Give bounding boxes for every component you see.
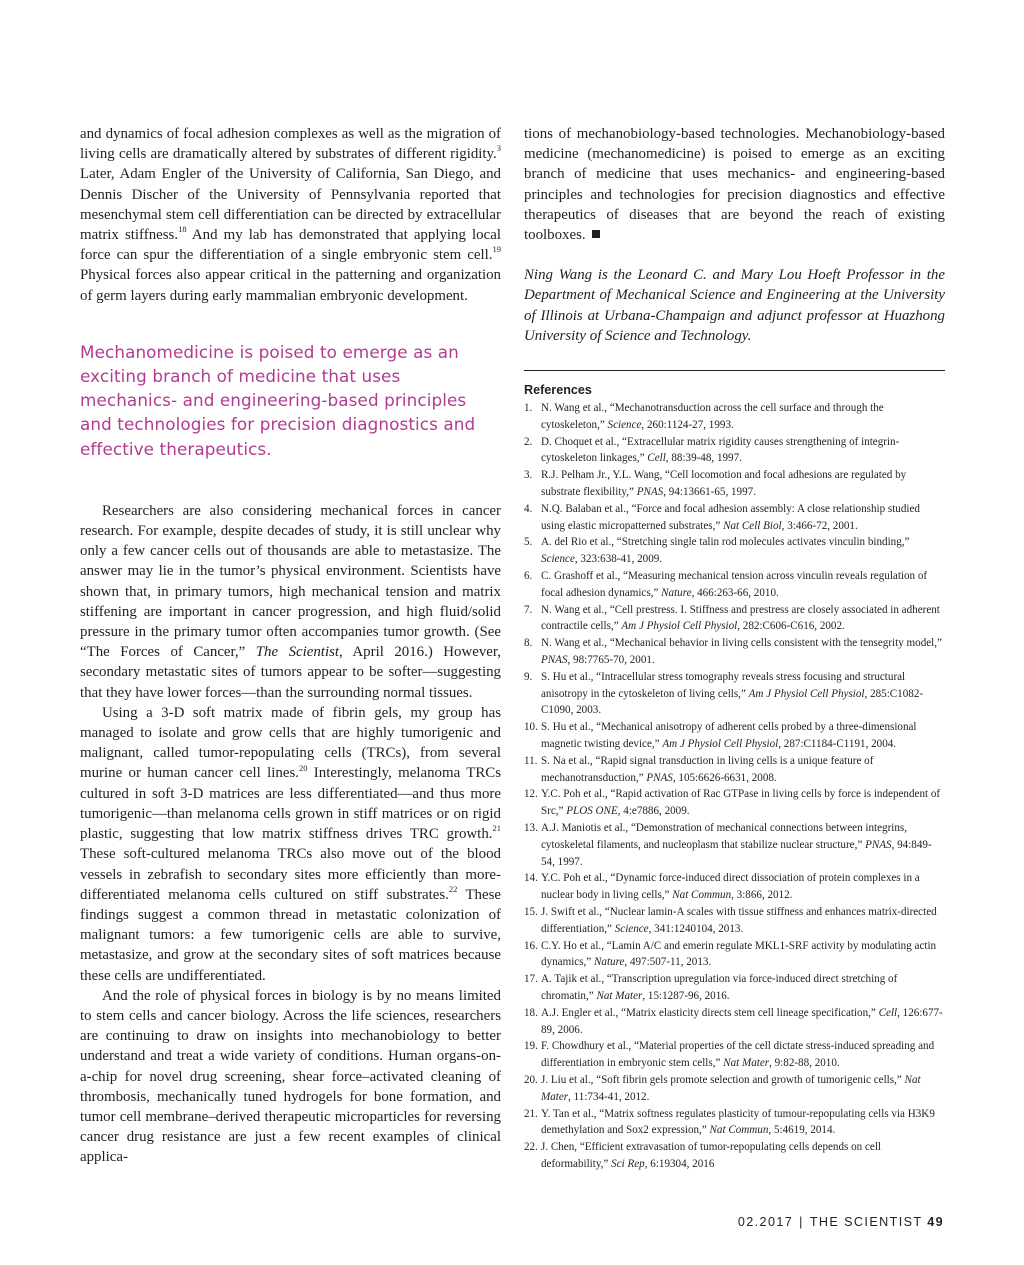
reference-citation: , 9:82-88, 2010. <box>769 1057 840 1070</box>
reference-text: A. del Rio et al., “Stretching single talin rod molecules activates vinculin binding,” <box>541 536 910 549</box>
reference-text: S. Hu et al., “Intracellular stress tomography reveals stress focusing and structural anisotropy in the cytoskeleton of living cells,” <box>541 670 906 700</box>
citation-superscript: 20 <box>298 762 308 773</box>
text-run: Later, Adam Engler of the University of California, San Diego, and Dennis Discher of the University of Pennsylvania reported that mesenchymal stem cell differentiation can be directed by extracellular matrix stiffness. <box>80 166 501 244</box>
reference-item <box>524 1072 945 1106</box>
reference-citation: , 15:1287-96, 2016. <box>642 989 730 1002</box>
reference-item <box>524 669 945 719</box>
reference-number: 4. <box>524 502 533 515</box>
text-run: And the role of physical forces in biology is by no means limited to stem cells and cancer biology. Across the life sciences, researchers are continuing to draw on insights into mechanobiology to better understand and treat a wide variety of conditions. Human organs-on-a-chip for novel drug screening, shear force–activated cleaning of thrombosis, mechanically tuned hydrogels for bone formation, and tumor cell membrane–derived therapeutic microparticles for reversing cancer drug resistance are just a few recent examples of clinical applica- <box>80 987 501 1166</box>
reference-item <box>524 602 945 636</box>
reference-journal: Sci Rep <box>611 1157 645 1170</box>
paragraph-focal-adhesion <box>80 124 501 306</box>
reference-number: 6. <box>524 570 533 582</box>
reference-item <box>524 904 945 938</box>
reference-number: 7. <box>524 603 533 616</box>
reference-citation: , 5:4619, 2014. <box>768 1124 836 1137</box>
reference-citation: , 11:734-41, 2012. <box>568 1090 650 1103</box>
references-divider <box>524 370 945 371</box>
reference-journal: Science <box>607 418 642 431</box>
reference-item <box>524 635 945 669</box>
citation-superscript: 21 <box>492 823 501 834</box>
reference-journal: Cell <box>647 452 666 465</box>
left-column <box>80 124 501 1168</box>
reference-text: S. Na et al., “Rapid signal transduction in living cells is a unique feature of mechanotransduction,” <box>541 754 874 784</box>
reference-text: J. Swift et al., “Nuclear lamin-A scales with tissue stiffness and enhances matrix-directed differentiation,” <box>541 905 937 935</box>
text-run: , April 2016.) However, secondary metastatic sites of tumors appear to be softer—suggesting that they have lower forces—than the surrounding normal tissues. <box>80 644 501 701</box>
reference-citation: , 6:19304, 2016 <box>644 1157 715 1170</box>
reference-journal: Am J Physiol Cell Physiol <box>621 620 738 633</box>
reference-item <box>524 534 945 568</box>
page-footer <box>738 1215 944 1229</box>
reference-item <box>524 820 945 870</box>
footer-issue: 02.2017 <box>737 1215 794 1229</box>
reference-item <box>524 1038 945 1072</box>
text-run: Interestingly, melanoma TRCs cultured in soft 3-D matrices are less differentiated—and thus more tumorigenic—than melanoma cells grown in stiff matrices or on rigid plastic, suggesting that low matrix stiffness drives TRC growth. <box>80 765 501 843</box>
references-heading: References <box>524 383 592 398</box>
reference-text: A. Tajik et al., “Transcription upregulation via force-induced direct stretching of chromatin,” <box>541 973 898 1002</box>
reference-text: C.Y. Ho et al., “Lamin A/C and emerin regulate MKL1-SRF activity by modulating actin dynamics,” <box>541 939 937 969</box>
reference-citation: , 260:1124-27, 1993. <box>641 418 734 431</box>
reference-text: J. Chen, “Efficient extravasation of tumor-repopulating cells depends on cell deformability,” <box>541 1141 881 1170</box>
reference-journal: Nature <box>661 586 692 599</box>
reference-journal: PLOS ONE <box>566 805 618 818</box>
reference-journal: Nat Commun <box>709 1124 769 1137</box>
text-run: And my lab has demonstrated that applying local force can spur the differentiation of a single embryonic stem cell. <box>80 227 501 264</box>
reference-citation: , 497:507-11, 2013. <box>624 956 712 969</box>
reference-citation: , 341:1240104, 2013. <box>648 922 744 935</box>
paragraph-mechanomedicine <box>524 124 945 245</box>
reference-number: 5. <box>524 536 533 549</box>
reference-number: 22. <box>524 1141 538 1154</box>
paragraph-fibrin-gels <box>80 703 501 986</box>
reference-journal: PNAS <box>865 838 892 851</box>
reference-number: 21. <box>524 1107 538 1120</box>
reference-text: N.Q. Balaban et al., “Force and focal adhesion assembly: A close relationship studied using elastic micropatterned substrates,” <box>541 502 920 532</box>
reference-number: 13. <box>524 821 538 834</box>
reference-citation: , 3:466-72, 2001. <box>781 519 858 532</box>
reference-item <box>524 719 945 753</box>
footer-page-number: 49 <box>927 1215 944 1229</box>
reference-journal: Nat Commun <box>672 889 732 902</box>
text-run: Physical forces also appear critical in the patterning and organization of germ layers during early mammalian embryonic development. <box>80 267 501 304</box>
reference-text: Y. Tan et al., “Matrix softness regulates plasticity of tumour-repopulating cells via H3K9 demethylation and Sox2 expression,” <box>541 1107 935 1137</box>
citation-superscript: 19 <box>492 244 501 255</box>
reference-number: 10. <box>524 721 538 734</box>
reference-item <box>524 400 945 434</box>
reference-citation: , 287:C1184-C1191, 2004. <box>778 737 897 750</box>
reference-item <box>524 1106 945 1140</box>
reference-text: N. Wang et al., “Cell prestress. I. Stiffness and prestress are closely associated in adherent contractile cells,” <box>541 603 940 633</box>
reference-number: 3. <box>524 469 533 482</box>
reference-number: 15. <box>524 905 538 918</box>
right-column <box>524 124 945 1173</box>
reference-citation: , 285:C1082-C1090, 2003. <box>541 687 924 717</box>
text-run: Using a 3-D soft matrix made of fibrin gels, my group has managed to isolate and grow cells that are highly tumorigenic and malignant, called tumor-repopulating cells (TRCs), from several murine or human cancer cell lines. <box>80 704 501 782</box>
text-run: These findings suggest a common thread in metastatic colonization of malignant tumors: a few tumorigenic cells are able to survive, metastasize, and grow at the secondary sites of soft matrices because these cells are undifferentiated. <box>80 886 501 984</box>
footer-publication: THE SCIENTIST <box>809 1215 923 1229</box>
reference-item <box>524 971 945 1005</box>
reference-item <box>524 786 945 820</box>
end-of-article-mark <box>592 230 600 238</box>
reference-number: 18. <box>524 1006 538 1019</box>
citation-superscript: 22 <box>448 883 458 894</box>
reference-journal: Cell <box>878 1006 898 1019</box>
reference-citation: , 282:C606-C616, 2002. <box>737 620 845 633</box>
reference-number: 11. <box>524 754 538 767</box>
reference-citation: , 88:39-48, 1997. <box>665 452 742 465</box>
reference-journal: Nat Cell Biol <box>723 519 782 532</box>
reference-citation: , 3:866, 2012. <box>731 889 793 902</box>
author-bio: Ning Wang is the Leonard C. and Mary Lou Hoeft Professor in the Department of Mechanical Science and Engineering at the University of Illinois at Urbana-Champaign and adjunct professor at Huazhong University of Science and Technology. <box>524 267 945 344</box>
reference-journal: Am J Physiol Cell Physiol <box>748 687 865 700</box>
reference-citation: , 323:638-41, 2009. <box>574 553 663 566</box>
text-run: These soft-cultured melanoma TRCs also move out of the blood vessels in zebrafish to secondary sites more efficiently than more-differentiated melanoma cells cultured on stiff substrates. <box>80 846 501 903</box>
reference-citation: , 105:6626-6631, 2008. <box>672 771 777 784</box>
references-list <box>524 400 945 1173</box>
reference-item <box>524 753 945 787</box>
reference-number: 1. <box>524 402 533 415</box>
reference-number: 12. <box>524 788 538 801</box>
reference-citation: , 98:7765-70, 2001. <box>567 653 655 666</box>
reference-journal: Am J Physiol Cell Physiol <box>662 737 779 750</box>
reference-number: 14. <box>524 872 538 885</box>
reference-journal: Nat Mater <box>541 1073 921 1103</box>
italic-title: The Scientist <box>255 644 340 661</box>
reference-number: 9. <box>524 670 533 683</box>
pull-quote: Mechanomedicine is poised to emerge as an exciting branch of medicine that uses mechanics- and engineering-based principles and technologies for precision diagnostics and effective therapeutics. <box>80 341 476 459</box>
reference-item <box>524 1005 945 1039</box>
paragraph-physical-forces <box>80 986 501 1168</box>
reference-text: A.J. Engler et al., “Matrix elasticity directs stem cell lineage specification,” <box>541 1006 879 1019</box>
reference-text: Y.C. Poh et al., “Dynamic force-induced direct dissociation of protein complexes in a nuclear body in living cells,” <box>541 872 920 902</box>
reference-item <box>524 434 945 468</box>
reference-journal: Nature <box>594 956 625 969</box>
paragraph-cancer-research <box>80 501 501 703</box>
reference-journal: Nat Mater <box>596 989 643 1002</box>
reference-journal: Science <box>541 553 575 566</box>
reference-journal: PNAS <box>541 653 568 666</box>
reference-text: R.J. Pelham Jr., Y.L. Wang, “Cell locomotion and focal adhesions are regulated by substrate flexibility,” <box>541 469 907 499</box>
reference-citation: , 94:849-54, 1997. <box>541 838 932 868</box>
paragraph-mechanomedicine-text: tions of mechanobiology-based technologies. Mechanobiology-based medicine (mechanomedicine) is poised to emerge as an exciting branch of medicine that uses mechanics- and engineering-based principles and technologies for precision diagnostics and effective therapeutics of diseases that are beyond the reach of existing toolboxes. <box>524 126 945 244</box>
reference-text: N. Wang et al., “Mechanical behavior in living cells consistent with the tensegrity model,” <box>541 637 942 650</box>
reference-number: 19. <box>524 1040 538 1053</box>
reference-item <box>524 870 945 904</box>
reference-number: 17. <box>524 973 538 986</box>
reference-journal: PNAS <box>636 486 664 499</box>
reference-number: 8. <box>524 637 533 650</box>
reference-text: A.J. Maniotis et al., “Demonstration of mechanical connections between integrins, cytoskeletal filaments, and nucleoplasm that stabilize nuclear structure,” <box>541 821 907 851</box>
reference-citation: , 94:13661-65, 1997. <box>663 486 756 499</box>
footer-separator: | <box>799 1215 804 1229</box>
reference-text: J. Liu et al., “Soft fibrin gels promote selection and growth of tumorigenic cells,” <box>541 1073 905 1086</box>
reference-text: N. Wang et al., “Mechanotransduction across the cell surface and through the cytoskeleton,” <box>541 402 884 431</box>
text-run: Researchers are also considering mechanical forces in cancer research. For example, despite decades of study, it is still unclear why only a few cancer cells out of thousands are able to metastasize. The answer may lie in the tumor’s physical environment. Scientists have shown that, in primary tumors, high mechanical tension and matrix stiffening are important in cancer progression, and high fluid/solid pressure in the primary tumor often accompanies tumor growth. (See “The Forces of Cancer,” <box>80 502 501 661</box>
reference-text: F. Chowdhury et al., “Material properties of the cell dictate stress-induced spreading and differentiation in embryonic stem cells,” <box>541 1040 935 1070</box>
reference-item <box>524 568 945 602</box>
reference-citation: , 466:263-66, 2010. <box>691 586 779 599</box>
reference-citation: , 4:e7886, 2009. <box>617 805 690 818</box>
reference-item <box>524 467 945 501</box>
reference-journal: PNAS <box>646 771 673 784</box>
reference-number: 16. <box>524 939 538 952</box>
reference-item <box>524 1139 945 1173</box>
text-run: and dynamics of focal adhesion complexes as well as the migration of living cells are dramatically altered by substrates of different rigidity. <box>80 126 501 163</box>
reference-text: Y.C. Poh et al., “Rapid activation of Rac GTPase in living cells by force is independent of Src,” <box>541 788 941 818</box>
reference-item <box>524 938 945 972</box>
reference-journal: Nat Mater <box>723 1057 770 1070</box>
reference-text: D. Choquet et al., “Extracellular matrix rigidity causes strengthening of integrin-cytoskeleton linkages,” <box>541 435 900 465</box>
reference-number: 20. <box>524 1073 538 1086</box>
citation-superscript: 18 <box>178 224 187 235</box>
reference-text: C. Grashoff et al., “Measuring mechanical tension across vinculin reveals regulation of focal adhesion dynamics,” <box>541 570 928 599</box>
reference-journal: Science <box>614 922 649 935</box>
reference-number: 2. <box>524 435 533 448</box>
reference-text: S. Hu et al., “Mechanical anisotropy of adherent cells probed by a three-dimensional magnetic twisting device,” <box>541 721 917 750</box>
reference-item <box>524 501 945 535</box>
reference-citation: , 126:677-89, 2006. <box>541 1006 943 1036</box>
citation-superscript: 3 <box>496 143 501 154</box>
